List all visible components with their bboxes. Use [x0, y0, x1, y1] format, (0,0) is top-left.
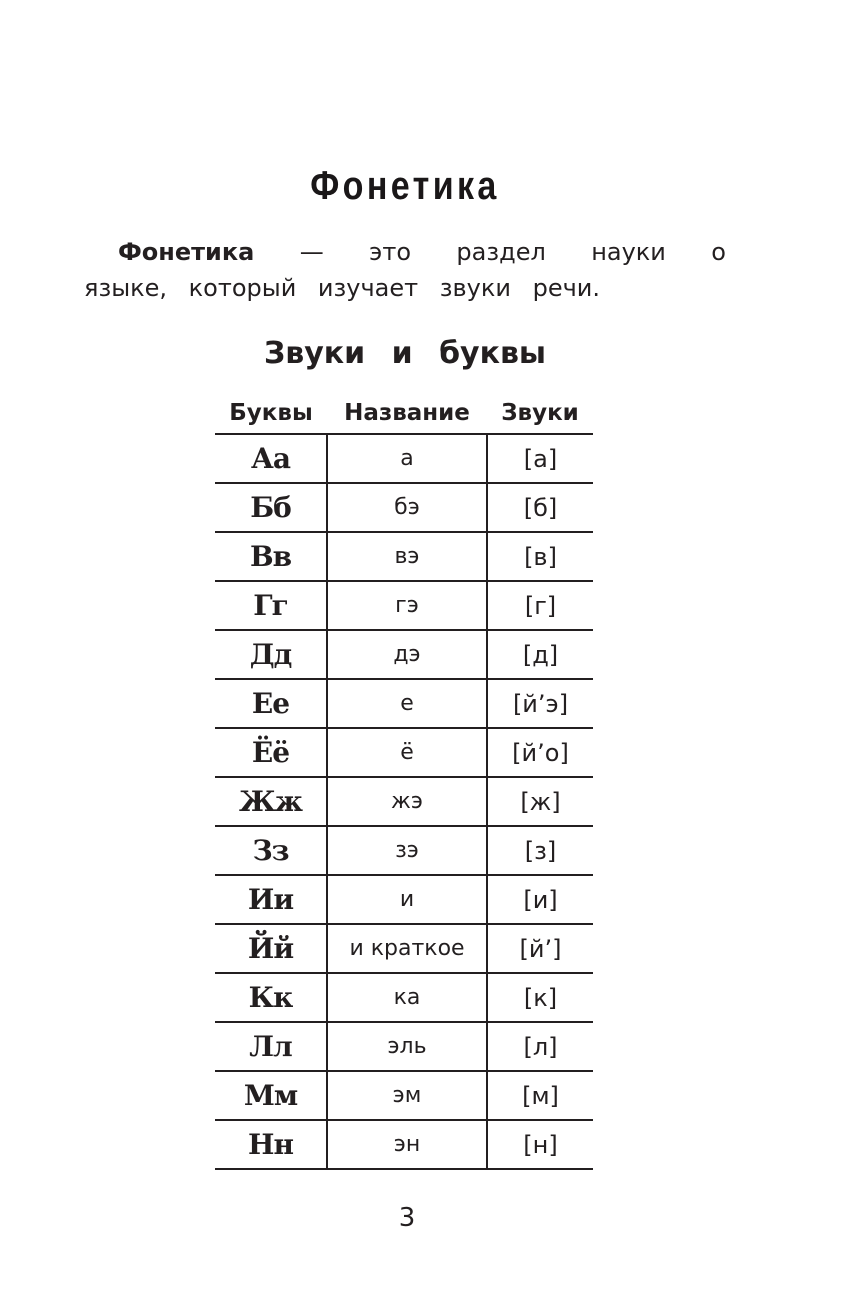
name-cell: и	[327, 875, 487, 924]
header-name: Название	[327, 393, 487, 434]
table-row	[215, 532, 593, 581]
header-letters: Буквы	[215, 393, 327, 434]
name-cell: дэ	[327, 630, 487, 679]
table-row	[215, 973, 593, 1022]
intro-line-1-rest: — это раздел науки о	[299, 238, 726, 266]
letter-cell: Дд	[215, 630, 327, 679]
letter-cell: Кк	[215, 973, 327, 1022]
sound-cell: [б]	[487, 483, 593, 532]
table-row	[215, 1022, 593, 1071]
letter-cell: Лл	[215, 1022, 327, 1071]
sound-cell: [й’э]	[487, 679, 593, 728]
name-cell: ё	[327, 728, 487, 777]
sound-cell: [ж]	[487, 777, 593, 826]
sound-cell: [й’]	[487, 924, 593, 973]
intro-line-1	[84, 234, 726, 270]
name-cell: ка	[327, 973, 487, 1022]
table-row	[215, 581, 593, 630]
letter-cell: Гг	[215, 581, 327, 630]
table-row	[215, 777, 593, 826]
sound-cell: [д]	[487, 630, 593, 679]
table-row	[215, 728, 593, 777]
letter-cell: Бб	[215, 483, 327, 532]
letter-cell: Вв	[215, 532, 327, 581]
table-row	[215, 924, 593, 973]
sound-cell: [н]	[487, 1120, 593, 1169]
sound-cell: [г]	[487, 581, 593, 630]
page-title: Фонетика	[310, 164, 500, 208]
intro-line-2: языке, который изучает звуки речи.	[84, 274, 600, 302]
name-cell: эль	[327, 1022, 487, 1071]
name-cell: зэ	[327, 826, 487, 875]
letters-sounds-table	[215, 393, 593, 1170]
section-title: Звуки и буквы	[263, 336, 547, 371]
name-cell: е	[327, 679, 487, 728]
letter-cell: Жж	[215, 777, 327, 826]
table-row	[215, 630, 593, 679]
letter-cell: Ее	[215, 679, 327, 728]
letter-cell: Ии	[215, 875, 327, 924]
name-cell: эм	[327, 1071, 487, 1120]
sound-cell: [м]	[487, 1071, 593, 1120]
sound-cell: [и]	[487, 875, 593, 924]
table-row	[215, 483, 593, 532]
sound-cell: [а]	[487, 434, 593, 483]
sound-cell: [з]	[487, 826, 593, 875]
name-cell: вэ	[327, 532, 487, 581]
letter-cell: Йй	[215, 924, 327, 973]
name-cell: жэ	[327, 777, 487, 826]
table-row	[215, 434, 593, 483]
sound-cell: [й’о]	[487, 728, 593, 777]
table-header-row	[215, 393, 593, 434]
letter-cell: Ёё	[215, 728, 327, 777]
table-row	[215, 679, 593, 728]
name-cell: а	[327, 434, 487, 483]
table-row	[215, 875, 593, 924]
page-number: 3	[398, 1203, 416, 1233]
name-cell: эн	[327, 1120, 487, 1169]
letter-cell: Мм	[215, 1071, 327, 1120]
intro-term: Фонетика	[118, 238, 255, 266]
sound-cell: [к]	[487, 973, 593, 1022]
table-row	[215, 1120, 593, 1169]
letter-cell: Зз	[215, 826, 327, 875]
header-sounds: Звуки	[487, 393, 593, 434]
intro-paragraph	[84, 234, 726, 306]
table-row	[215, 1071, 593, 1120]
sound-cell: [в]	[487, 532, 593, 581]
name-cell: бэ	[327, 483, 487, 532]
letter-cell: Аа	[215, 434, 327, 483]
name-cell: и краткое	[327, 924, 487, 973]
name-cell: гэ	[327, 581, 487, 630]
letter-cell: Нн	[215, 1120, 327, 1169]
sound-cell: [л]	[487, 1022, 593, 1071]
table-row	[215, 826, 593, 875]
